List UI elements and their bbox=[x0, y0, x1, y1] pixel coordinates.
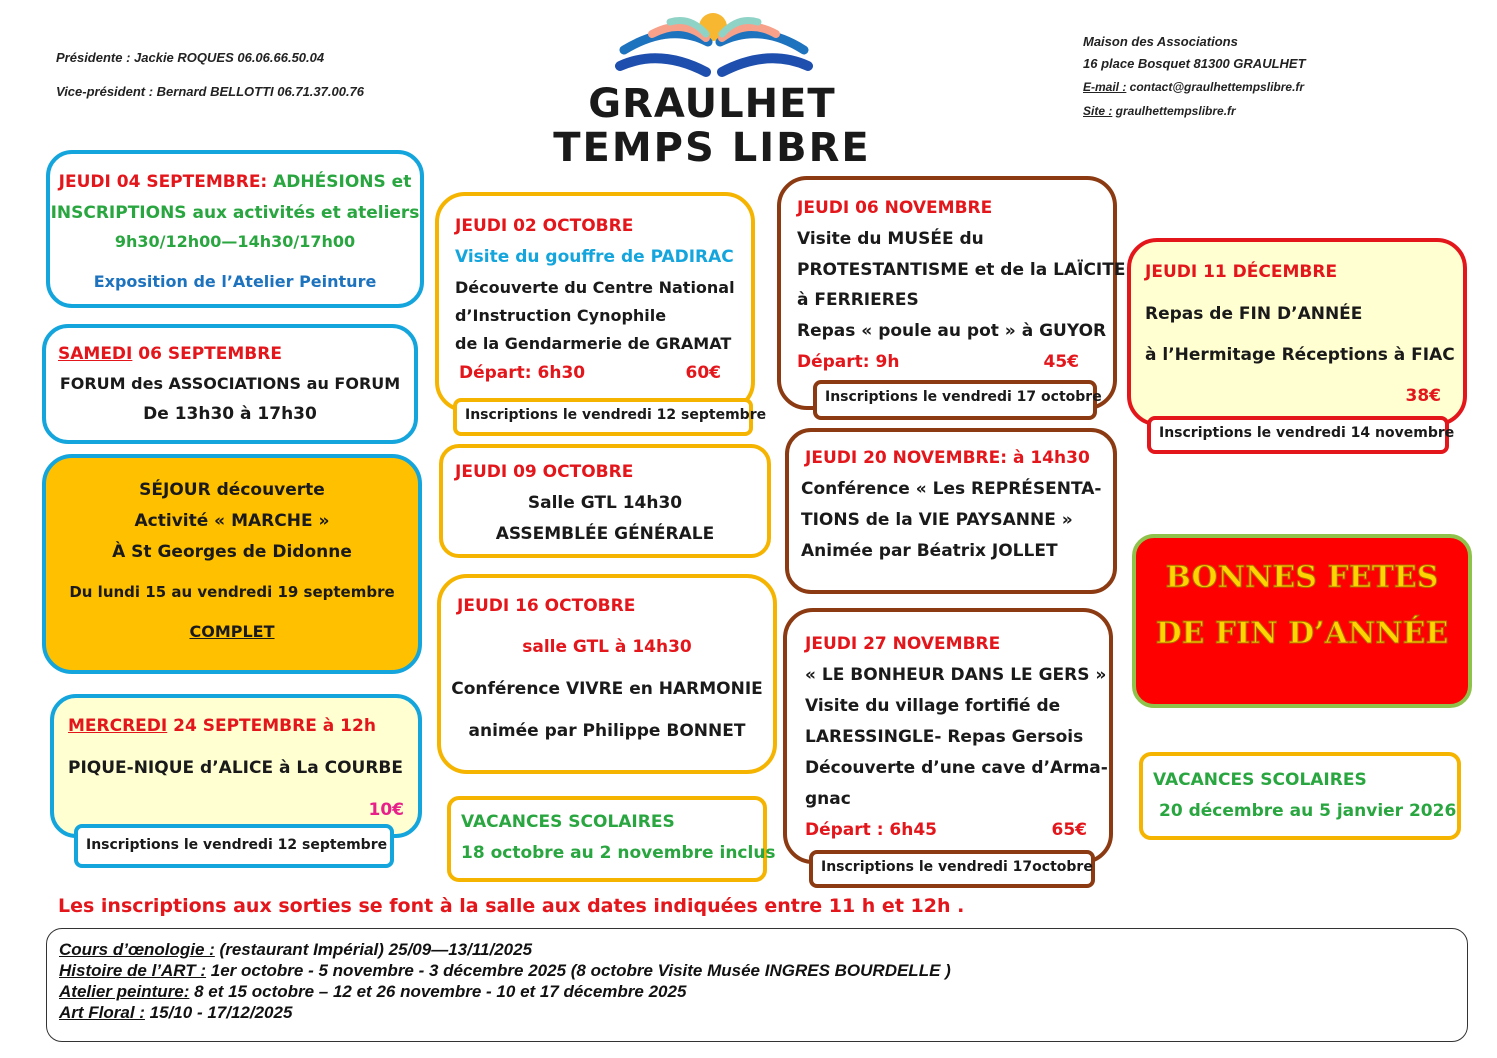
logo-line-2: TEMPS LIBRE bbox=[553, 125, 871, 171]
sept06-date bbox=[58, 344, 282, 364]
event-nov27 bbox=[783, 608, 1113, 864]
oct02-date: JEUDI 02 OCTOBRE bbox=[455, 216, 634, 236]
sept04-title bbox=[50, 172, 420, 192]
event-sejour bbox=[42, 454, 422, 674]
sejour-line5: COMPLET bbox=[189, 622, 275, 641]
site-line bbox=[1083, 104, 1236, 118]
vacances-1 bbox=[447, 796, 776, 882]
nov06-date: JEUDI 06 NOVEMBRE bbox=[797, 198, 993, 218]
sept06-line1: FORUM des ASSOCIATIONS au FORUM bbox=[59, 374, 401, 393]
vacances-2 bbox=[1139, 752, 1461, 840]
fetes-line2: DE FIN D’ANNÉE bbox=[1155, 616, 1449, 651]
course-row bbox=[59, 1002, 1467, 1023]
nov20-line1: Conférence « Les REPRÉSENTA- bbox=[801, 479, 1102, 499]
sept24-date-b: 24 SEPTEMBRE à 12h bbox=[167, 716, 376, 736]
site-label: Site : bbox=[1083, 104, 1113, 118]
vice-president-line: Vice-président : Bernard BELLOTTI 06.71.37.00.76 bbox=[56, 84, 365, 99]
address-line-1: Maison des Associations bbox=[1083, 34, 1238, 49]
dec11-line2: à l’Hermitage Réceptions à FIAC bbox=[1145, 345, 1455, 365]
sept24-tag: Inscriptions le vendredi 12 septembre bbox=[74, 824, 394, 868]
event-dec11 bbox=[1127, 238, 1467, 426]
nov20-date: JEUDI 20 NOVEMBRE: à 14h30 bbox=[805, 448, 1090, 468]
course-text: 15/10 - 17/12/2025 bbox=[144, 1003, 293, 1022]
sejour-line1: SÉJOUR découverte bbox=[139, 480, 325, 500]
oct02-line3: d’Instruction Cynophile bbox=[455, 306, 667, 325]
logo-icon bbox=[610, 8, 820, 88]
nov20-line3: Animée par Béatrix JOLLET bbox=[801, 541, 1058, 561]
fetes-box bbox=[1132, 534, 1472, 708]
nov06-depart: Départ: 9h bbox=[797, 352, 900, 372]
sejour-line2: Activité « MARCHE » bbox=[134, 511, 330, 531]
nov27-line3: LARESSINGLE- Repas Gersois bbox=[805, 727, 1084, 747]
sept24-date-a: MERCREDI bbox=[68, 716, 168, 736]
event-sept24 bbox=[50, 694, 422, 838]
dec11-line1: Repas de FIN D’ANNÉE bbox=[1145, 304, 1363, 324]
president-line: Présidente : Jackie ROQUES 06.06.66.50.04 bbox=[56, 50, 325, 65]
nov27-price: 65€ bbox=[1051, 820, 1087, 840]
oct09-line1: Salle GTL 14h30 bbox=[527, 493, 683, 513]
nov27-line2: Visite du village fortifié de bbox=[805, 696, 1061, 716]
vac2-line1: 20 décembre au 5 janvier 2026 bbox=[1159, 801, 1457, 821]
oct09-date: JEUDI 09 OCTOBRE bbox=[455, 462, 634, 482]
oct16-date: JEUDI 16 OCTOBRE bbox=[457, 596, 636, 616]
event-oct02 bbox=[435, 192, 755, 412]
registration-notice: Les inscriptions aux sorties se font à la salle aux dates indiquées entre 11 h et 12h . bbox=[58, 895, 965, 917]
course-label: Cours d’œnologie : bbox=[59, 940, 215, 959]
sept06-line2: De 13h30 à 17h30 bbox=[143, 404, 317, 424]
oct02-line4: de la Gendarmerie de GRAMAT bbox=[455, 334, 732, 353]
event-nov06 bbox=[777, 176, 1126, 410]
course-row bbox=[59, 960, 1467, 981]
sept06-date-b: 06 SEPTEMBRE bbox=[132, 344, 282, 364]
oct02-line2: Découverte du Centre National bbox=[455, 278, 735, 297]
nov27-line5: gnac bbox=[805, 789, 851, 809]
course-text: 8 et 15 octobre – 12 et 26 novembre - 10 et 17 décembre 2025 bbox=[189, 982, 687, 1001]
oct02-tag: Inscriptions le vendredi 12 septembre bbox=[453, 398, 753, 436]
nov06-line3: à FERRIERES bbox=[797, 290, 919, 310]
nov20-line2: TIONS de la VIE PAYSANNE » bbox=[801, 510, 1073, 530]
event-oct09 bbox=[439, 444, 771, 558]
sept06-date-a: SAMEDI bbox=[58, 344, 133, 364]
dec11-date: JEUDI 11 DÉCEMBRE bbox=[1145, 262, 1338, 282]
nov27-line1: « LE BONHEUR DANS LE GERS » bbox=[805, 665, 1107, 685]
email-value[interactable]: contact@graulhettempslibre.fr bbox=[1126, 80, 1305, 94]
fetes-line1: BONNES FETES bbox=[1165, 560, 1439, 595]
nov06-line2: PROTESTANTISME et de la LAÏCITE bbox=[797, 260, 1126, 280]
site-value[interactable]: graulhettempslibre.fr bbox=[1112, 104, 1236, 118]
nov27-date: JEUDI 27 NOVEMBRE bbox=[805, 634, 1001, 654]
course-row bbox=[59, 981, 1467, 1002]
event-sept06 bbox=[42, 324, 418, 444]
sept04-line4: Exposition de l’Atelier Peinture bbox=[93, 272, 377, 291]
oct16-line1: salle GTL à 14h30 bbox=[522, 637, 692, 657]
sept04-l1b: ADHÉSIONS et bbox=[267, 172, 412, 192]
nov06-tag: Inscriptions le vendredi 17 octobre bbox=[813, 380, 1097, 420]
oct16-line2: Conférence VIVRE en HARMONIE bbox=[451, 679, 763, 699]
nov27-depart: Départ : 6h45 bbox=[805, 820, 938, 840]
event-oct16 bbox=[437, 574, 777, 774]
email-label: E-mail : bbox=[1083, 80, 1127, 94]
sept04-date: JEUDI 04 SEPTEMBRE: bbox=[58, 172, 268, 192]
course-row bbox=[59, 939, 1467, 960]
nov06-line4: Repas « poule au pot » à GUYOR bbox=[797, 321, 1107, 341]
dec11-tag: Inscriptions le vendredi 14 novembre bbox=[1147, 416, 1449, 454]
logo-line-1: GRAULHET bbox=[588, 81, 836, 127]
nov27-tag: Inscriptions le vendredi 17octobre bbox=[809, 850, 1095, 888]
course-label: Art Floral : bbox=[59, 1003, 145, 1022]
dec11-price: 38€ bbox=[1405, 386, 1441, 406]
vac1-title: VACANCES SCOLAIRES bbox=[461, 812, 675, 832]
oct16-line3: animée par Philippe BONNET bbox=[468, 721, 746, 741]
address-line-2: 16 place Bosquet 81300 GRAULHET bbox=[1083, 56, 1306, 71]
oct02-price: 60€ bbox=[685, 363, 721, 383]
sept24-date bbox=[68, 716, 376, 736]
nov06-line1: Visite du MUSÉE du bbox=[797, 229, 984, 249]
course-text: 1er octobre - 5 novembre - 3 décembre 2025 (8 octobre Visite Musée INGRES BOURDELLE ) bbox=[206, 961, 951, 980]
nov27-line4: Découverte d’une cave d’Arma- bbox=[805, 758, 1108, 778]
sejour-line4: Du lundi 15 au vendredi 19 septembre bbox=[69, 583, 395, 601]
sept04-line2: INSCRIPTIONS aux activités et ateliers bbox=[50, 203, 420, 223]
sept04-line3: 9h30/12h00—14h30/17h00 bbox=[114, 232, 356, 251]
vac2-title: VACANCES SCOLAIRES bbox=[1153, 770, 1367, 790]
email-line bbox=[1083, 80, 1304, 94]
nov06-price: 45€ bbox=[1043, 352, 1079, 372]
oct02-line1: Visite du gouffre de PADIRAC bbox=[455, 247, 734, 267]
course-text: (restaurant Impérial) 25/09—13/11/2025 bbox=[214, 940, 533, 959]
sept24-line1: PIQUE-NIQUE d’ALICE à La COURBE bbox=[68, 758, 404, 778]
course-label: Histoire de l’ART : bbox=[59, 961, 207, 980]
oct02-depart: Départ: 6h30 bbox=[459, 363, 586, 383]
vac1-line1: 18 octobre au 2 novembre inclus bbox=[461, 843, 776, 863]
courses-box bbox=[46, 928, 1468, 1042]
course-label: Atelier peinture: bbox=[59, 982, 190, 1001]
event-nov20 bbox=[785, 428, 1117, 594]
sejour-line3: À St Georges de Didonne bbox=[112, 542, 352, 562]
logo-text bbox=[552, 82, 872, 170]
sept24-price: 10€ bbox=[368, 800, 404, 820]
event-sept04 bbox=[46, 150, 424, 308]
oct09-line2: ASSEMBLÉE GÉNÉRALE bbox=[495, 524, 715, 544]
